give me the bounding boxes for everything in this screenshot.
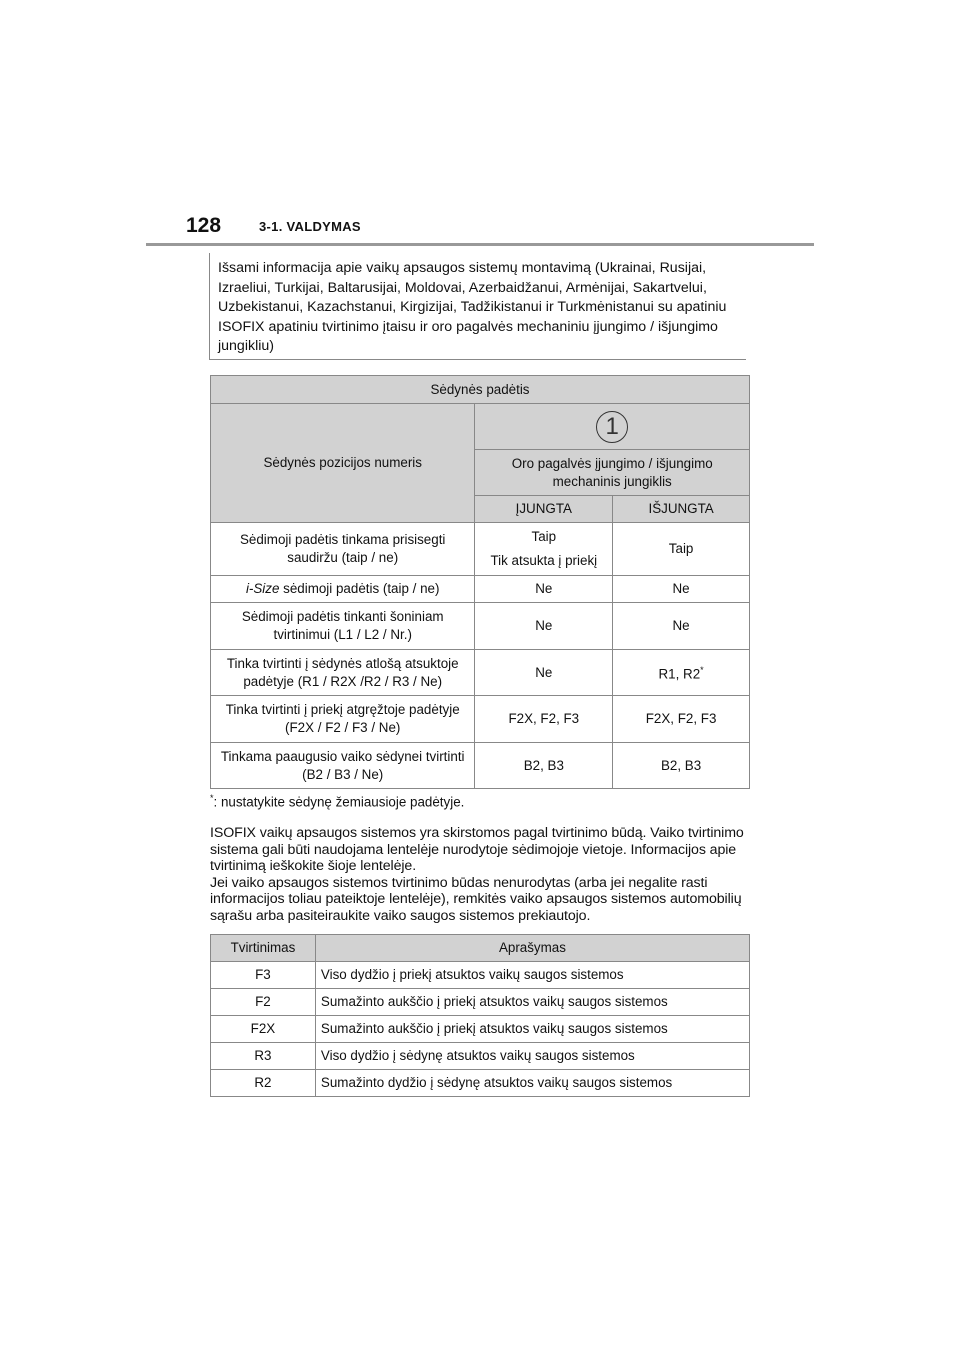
table-row xyxy=(211,523,750,576)
table-row xyxy=(211,1043,750,1070)
table-row xyxy=(211,696,750,743)
fixation-code: F3 xyxy=(211,962,316,989)
row-on-value: Ne xyxy=(475,576,613,603)
row-on-value: Ne xyxy=(475,603,613,650)
footnote-mark: * xyxy=(700,665,704,676)
seat-position-table xyxy=(210,375,750,789)
row-off-value xyxy=(613,650,750,696)
footnote-mark: * xyxy=(210,793,214,803)
fixation-description: Sumažinto aukščio į priekį atsuktos vaikų saugos sistemos xyxy=(315,989,749,1016)
table-row xyxy=(211,743,750,789)
seat-position-label: Sėdynės pozicijos numeris xyxy=(211,404,475,523)
seat-position-number-cell xyxy=(475,404,750,450)
description-header: Aprašymas xyxy=(315,935,749,962)
switch-on-header: ĮJUNGTA xyxy=(475,496,613,523)
section-title: 3-1. VALDYMAS xyxy=(259,219,361,234)
body-text xyxy=(210,825,755,924)
fixation-table xyxy=(210,934,750,1097)
table-row xyxy=(211,962,750,989)
fixation-description: Sumažinto dydžio į sėdynę atsuktos vaikų saugos sistemos xyxy=(315,1070,749,1097)
row-off-value: F2X, F2, F3 xyxy=(613,696,750,743)
table-row xyxy=(211,989,750,1016)
footnote xyxy=(210,793,464,809)
row-on-value xyxy=(475,523,613,576)
fixation-description: Viso dydžio į priekį atsuktos vaikų saugos sistemos xyxy=(315,962,749,989)
fixation-code: F2X xyxy=(211,1016,316,1043)
table-row xyxy=(211,576,750,603)
row-on-value-line2: Tik atsukta į priekį xyxy=(490,553,598,568)
body-paragraph: ISOFIX vaikų apsaugos sistemos yra skirstomos pagal tvirtinimo būdą. Vaiko tvirtinimo sistema gali būti naudojama lentelėje nurodytoje sėdimojoje vietoje. Informacijos apie tvirtinimą ieškokite šioje lentelėje. xyxy=(210,825,744,874)
row-label: Tinkama paaugusio vaiko sėdynei tvirtinti (B2 / B3 / Ne) xyxy=(211,743,475,789)
row-label: Tinka tvirtinti į priekį atgręžtoje padėtyje (F2X / F2 / F3 / Ne) xyxy=(211,696,475,743)
seat-position-number: 1 xyxy=(596,411,628,443)
seat-table-title: Sėdynės padėtis xyxy=(211,376,750,404)
fixation-description: Sumažinto aukščio į priekį atsuktos vaikų saugos sistemos xyxy=(315,1016,749,1043)
table-row xyxy=(211,1070,750,1097)
table-row xyxy=(211,603,750,650)
header-divider xyxy=(146,243,814,246)
page-number: 128 xyxy=(186,214,222,237)
row-off-value: B2, B3 xyxy=(613,743,750,789)
row-on-value: B2, B3 xyxy=(475,743,613,789)
row-on-value-line1: Taip xyxy=(531,529,557,544)
row-label: Sėdimoji padėtis tinkanti šoniniam tvirtinimui (L1 / L2 / Nr.) xyxy=(211,603,475,650)
fixation-header: Tvirtinimas xyxy=(211,935,316,962)
row-off-value: Ne xyxy=(613,603,750,650)
row-label-italic: i-Size xyxy=(245,581,280,596)
row-on-value: Ne xyxy=(475,650,613,696)
switch-off-header: IŠJUNGTA xyxy=(613,496,750,523)
fixation-code: R2 xyxy=(211,1070,316,1097)
row-off-value: Taip xyxy=(613,523,750,576)
footnote-text: : nustatykite sėdynę žemiausioje padėtyje. xyxy=(213,794,465,810)
row-on-value: F2X, F2, F3 xyxy=(475,696,613,743)
table-row xyxy=(211,650,750,696)
row-label xyxy=(211,576,475,603)
fixation-code: F2 xyxy=(211,989,316,1016)
fixation-code: R3 xyxy=(211,1043,316,1070)
row-off-value: Ne xyxy=(613,576,750,603)
intro-note: Išsami informacija apie vaikų apsaugos sistemų montavimą (Ukrainai, Rusijai, Izraeliui, Turkijai, Baltarusijai, Moldovai, Azerbaidžanui, Armėnijai, Sakartvelui, Uzbekistanui, Kazachstanui, Kirgizijai, Tadžikistanui ir Turkmėnistanui su apatiniu ISOFIX apatiniu tvirtinimo įtaisu ir oro pagalvės mechaniniu įjungimo / išjungimo jungikliu) xyxy=(209,253,746,360)
fixation-description: Viso dydžio į sėdynę atsuktos vaikų saugos sistemos xyxy=(315,1043,749,1070)
row-label-rest: sėdimoji padėtis (taip / ne) xyxy=(279,581,440,596)
airbag-switch-label: Oro pagalvės įjungimo / išjungimo mechaninis jungiklis xyxy=(475,450,750,496)
row-label: Sėdimoji padėtis tinkama prisisegti saudiržu (taip / ne) xyxy=(211,523,475,576)
table-row xyxy=(211,1016,750,1043)
body-paragraph: Jei vaiko apsaugos sistemos tvirtinimo būdas nenurodytas (arba jei negalite rasti informacijos toliau pateiktoje lentelėje), remkitės vaiko apsaugos sistemos automobilių sąrašu arba pasiteiraukite vaiko saugos sistemos prekiautojo. xyxy=(210,874,742,924)
row-off-value-text: R1, R2 xyxy=(658,666,701,682)
row-label: Tinka tvirtinti į sėdynės atlošą atsuktoje padėtyje (R1 / R2X /R2 / R3 / Ne) xyxy=(211,650,475,696)
